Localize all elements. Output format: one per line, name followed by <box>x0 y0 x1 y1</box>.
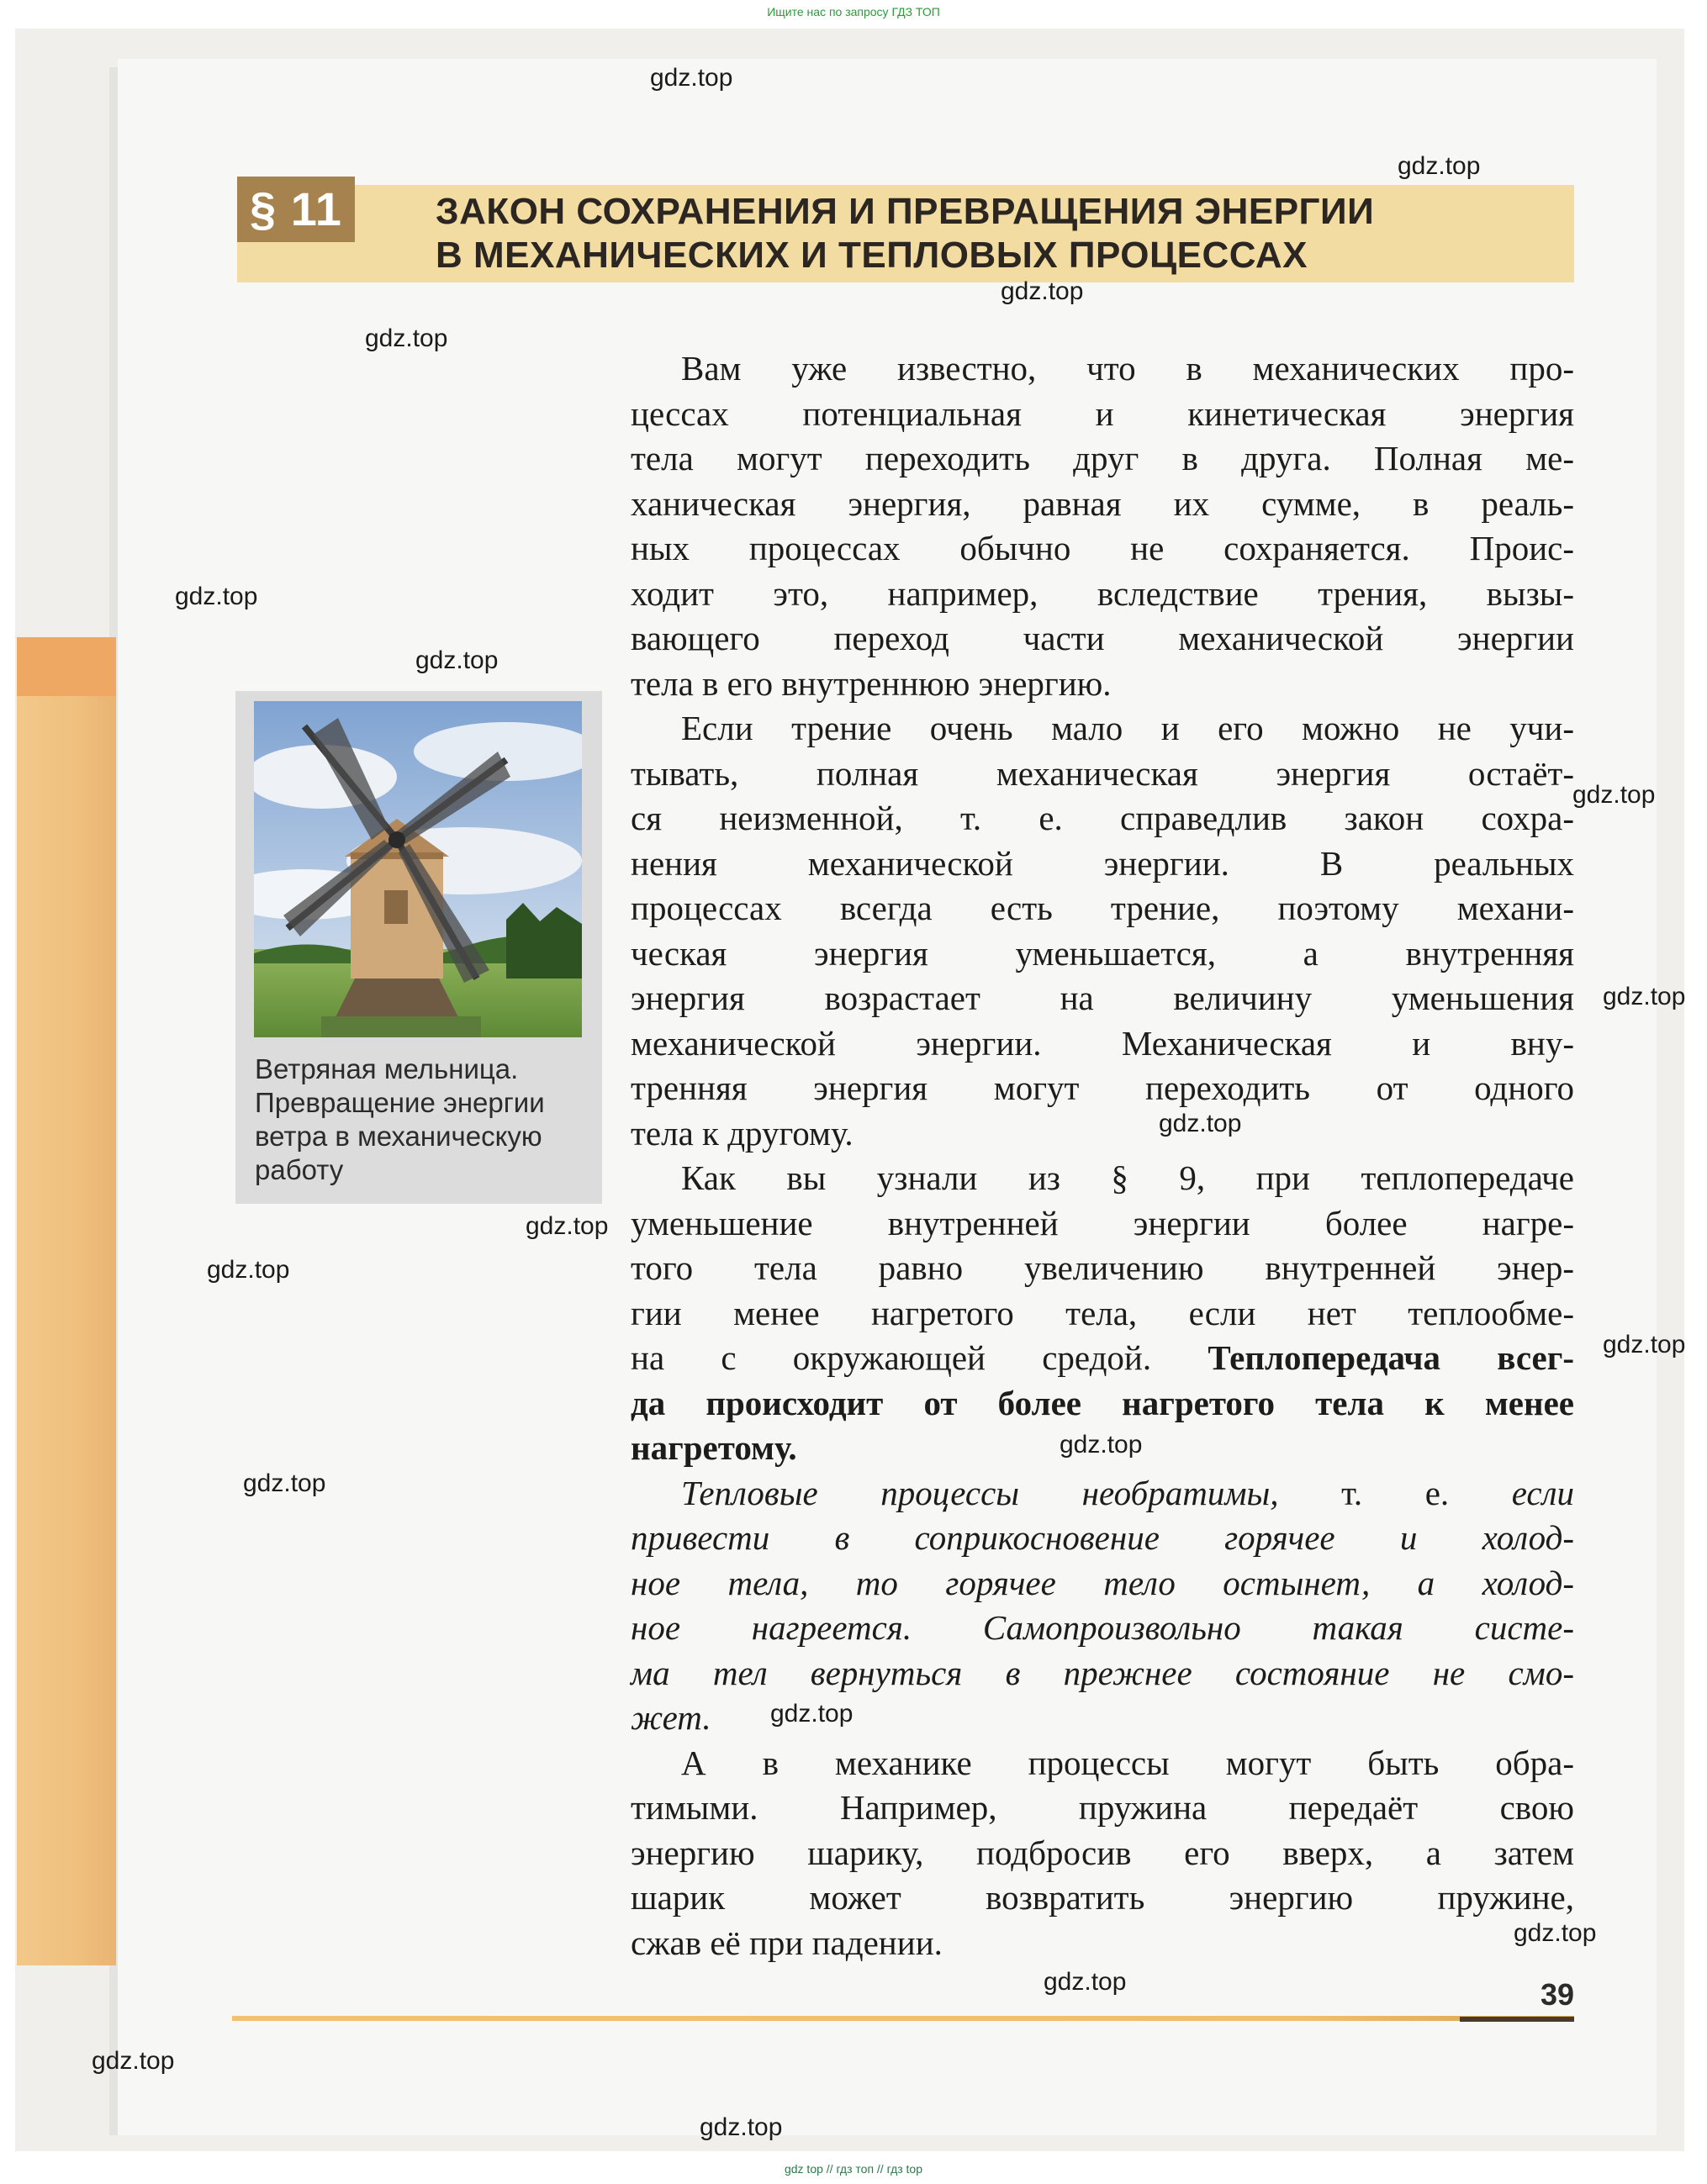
text-line <box>631 1471 1574 1517</box>
italic-fragment: Тепловые процессы необратимы, <box>681 1473 1279 1512</box>
italic-fragment: если <box>1511 1473 1574 1512</box>
text-line: ходит это, например, вследствие трения, вызы- <box>631 573 1574 613</box>
text-line: шарик может возвратить энергию пружине, <box>631 1878 1574 1917</box>
side-color-tab-top <box>17 637 116 696</box>
italic-fragment: привести в соприкосновение горячее и холод- <box>631 1518 1574 1557</box>
watermark: gdz.top <box>1603 983 1686 1010</box>
section-number-badge: § 11 <box>237 177 355 242</box>
watermark: gdz.top <box>243 1469 326 1497</box>
watermark: gdz.top <box>1398 152 1481 180</box>
italic-fragment: ное нагреется. Самопроизвольно такая систе- <box>631 1608 1574 1647</box>
caption-line: Превращение энергии <box>255 1087 545 1118</box>
text-line: тренняя энергия могут переходить от одного <box>631 1068 1574 1107</box>
text-line: ных процессах обычно не сохраняется. Проис- <box>631 529 1574 567</box>
text-line: цессах потенциальная и кинетическая энергия <box>631 393 1574 433</box>
text-line <box>631 1336 1574 1381</box>
footer-rule <box>232 2016 1574 2021</box>
section-title-line-1: ЗАКОН СОХРАНЕНИЯ И ПРЕВРАЩЕНИЯ ЭНЕРГИИ <box>436 191 1375 232</box>
text-line <box>631 1516 1574 1561</box>
section-title <box>436 190 1562 277</box>
text-line: тела в его внутреннюю энергию. <box>631 663 1112 703</box>
text-line: Как вы узнали из § 9, при теплопередаче <box>681 1158 1574 1197</box>
text-line <box>631 1381 1574 1427</box>
text-line <box>631 1606 1574 1651</box>
text-line: ся неизменной, т. е. справедлив закон сохра- <box>631 799 1574 837</box>
footer-rule-accent <box>1460 2017 1574 2022</box>
text-line: тимыми. Например, пружина передаёт свою <box>631 1788 1574 1827</box>
section-title-line-2: В МЕХАНИЧЕСКИХ И ТЕПЛОВЫХ ПРОЦЕССАХ <box>436 235 1308 276</box>
text-line: сжав её при падении. <box>631 1923 943 1962</box>
watermark: gdz.top <box>1603 1331 1686 1358</box>
page-number: 39 <box>1540 1977 1574 2012</box>
watermark: gdz.top <box>1060 1431 1143 1459</box>
watermark: gdz.top <box>207 1256 290 1284</box>
text-line <box>631 1561 1574 1606</box>
italic-fragment: жет. <box>631 1698 711 1737</box>
text-line: тела к другому. <box>631 1113 854 1153</box>
watermark: gdz.top <box>1514 1919 1597 1947</box>
watermark: gdz.top <box>526 1212 609 1240</box>
text-line: тела могут переходить друг в друга. Полная ме- <box>631 439 1574 477</box>
text-fragment: т. е. <box>1278 1473 1512 1512</box>
text-line: гии менее нагретого тела, если нет теплообме- <box>631 1293 1574 1332</box>
watermark: gdz.top <box>1044 1968 1127 1996</box>
caption-line: работу <box>255 1154 344 1185</box>
bottom-banner: gdz top // гдз топ // гдз top <box>784 2162 923 2176</box>
italic-fragment: ма тел вернуться в прежнее состояние не смо- <box>631 1653 1574 1692</box>
side-color-tab <box>17 637 116 1965</box>
watermark: gdz.top <box>700 2113 783 2141</box>
watermark: gdz.top <box>1572 781 1656 809</box>
text-line: А в механике процессы могут быть обра- <box>681 1743 1574 1782</box>
text-fragment: на с окружающей средой. <box>631 1338 1208 1377</box>
text-line: энергия возрастает на величину уменьшения <box>631 979 1574 1017</box>
watermark: gdz.top <box>92 2047 175 2075</box>
figure-caption <box>255 1052 591 1187</box>
text-line <box>631 1651 1574 1696</box>
watermark: gdz.top <box>1159 1110 1242 1137</box>
text-line: процессах всегда есть трение, поэтому механи- <box>631 889 1574 927</box>
text-line: механической энергии. Механическая и вну- <box>631 1023 1574 1063</box>
watermark: gdz.top <box>415 646 499 674</box>
bold-rule-fragment: Теплопередача всег- <box>1208 1338 1575 1377</box>
text-line: ханическая энергия, равная их сумме, в реаль- <box>631 483 1574 523</box>
text-line: Если трение очень мало и его можно не учи- <box>681 709 1574 747</box>
watermark: gdz.top <box>175 583 258 610</box>
text-line: уменьшение внутренней энергии более нагре- <box>631 1203 1574 1242</box>
italic-fragment: ное тела, то горячее тело остынет, а холод- <box>631 1563 1574 1602</box>
text-line: тывать, полная механическая энергия остаёт- <box>631 753 1574 793</box>
bold-rule-fragment: нагретому. <box>631 1428 797 1467</box>
text-line: нения механической энергии. В реальных <box>631 843 1574 883</box>
watermark: gdz.top <box>1001 277 1084 305</box>
watermark: gdz.top <box>650 64 733 92</box>
text-line: того тела равно увеличению внутренней энер- <box>631 1248 1574 1287</box>
bold-rule-fragment: да происходит от более нагретого тела к менее <box>631 1383 1574 1422</box>
top-banner: Ищите нас по запросу ГДЗ ТОП <box>767 5 940 18</box>
text-line: энергию шарику, подбросив его вверх, а затем <box>631 1833 1574 1872</box>
text-line: вающего переход части механической энергии <box>631 619 1574 657</box>
windmill-photo <box>254 701 582 1037</box>
caption-line: ветра в механическую <box>255 1121 542 1152</box>
watermark: gdz.top <box>365 324 448 352</box>
watermark: gdz.top <box>770 1700 854 1728</box>
text-line: ческая энергия уменьшается, а внутренняя <box>631 933 1574 973</box>
text-line: Вам уже известно, что в механических про- <box>681 349 1574 388</box>
caption-line: Ветряная мельница. <box>255 1053 519 1084</box>
